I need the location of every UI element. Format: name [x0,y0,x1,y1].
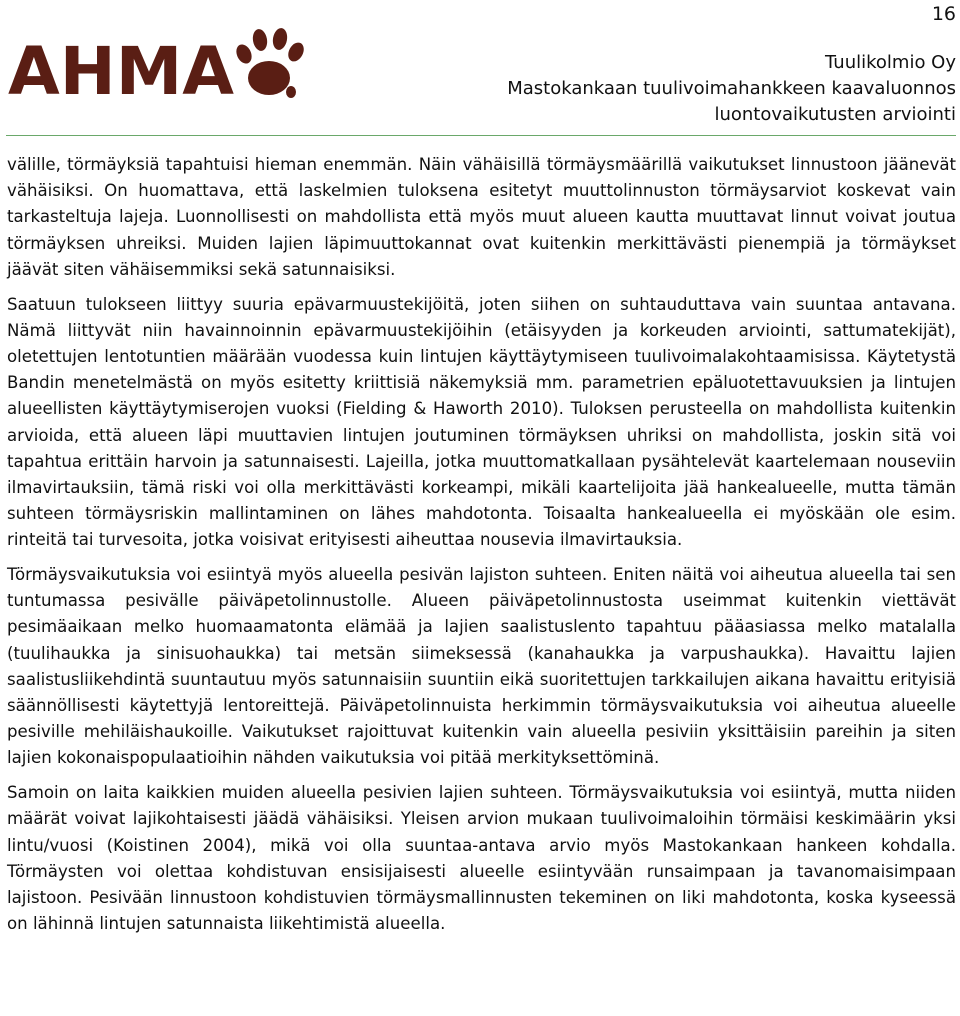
paragraph: välille, törmäyksiä tapahtuisi hieman enemmän. Näin vähäisillä törmäysmäärillä vaikutukset linnustoon jäänevät vähäisiksi. On huomattava, että laskelmien tuloksena esitetyt muuttolinnuston törmäysarviot koskevat vain tarkasteltuja lajeja. Luonnollisesti on mahdollista että myös muut alueen kautta muuttavat linnut voivat joutua törmäyksen uhreiksi. Muiden lajien läpimuuttokannat ovat kuitenkin merkittävästi pienempiä ja törmäykset jäävät siten vähäisemmiksi sekä satunnaisiksi. [7,155,956,279]
paragraph: Saatuun tulokseen liittyy suuria epävarmuustekijöitä, joten siihen on suhtauduttava vain suuntaa antavana. Nämä liittyvät niin havainnoinnin epävarmuustekijöihin (etäisyyden ja korkeuden arviointi, sattumatekijät), oletettujen lentotuntien määrään vuodessa kuin lintujen käyttäytymiseen tuulivoimalakohtaamisissa. Käytetystä Bandin menetelmästä on myös esitetty kriittisiä näkemyksiä mm. parametrien epäluotettavuuksien ja lintujen alueellisten käyttäytymiserojen vuoksi (Fielding & Haworth 2010). Tuloksen perusteella on mahdollista kuitenkin arvioida, että alueen läpi muuttavien lintujen joutuminen törmäyksen uhriksi on mahdollista, joskin sitä voi tapahtua erittäin harvoin ja satunnaisesti. Lajeilla, jotka muuttomatkallaan pysähtelevät kaartelemaan nouseviin ilmavirtauksiin, tämä riski voi olla merkittävästi korkeampi, mikäli kaartelijoita jää hankealueelle, mutta tämän suhteen törmäysriskin mallintaminen on lähes mahdotonta. Toisaalta hankealueella ei myöskään ole esim. rinteitä tai turvesoita, jotka voisivat erityisesti aiheuttaa nousevia ilmavirtauksia. [7,294,956,550]
paragraph: Samoin on laita kaikkien muiden alueella pesivien lajien suhteen. Törmäysvaikutuksia voi esiintyä, mutta niiden määrät voivat lajikohtaisesti jäädä vähäisiksi. Yleisen arvion mukaan tuulivoimaloihin törmäisi keskimäärin yksi lintu/vuosi (Koistinen 2004), mikä voi olla suuntaa-antava arvio myös Mastokankaan hankeen kohdalla. Törmäysten voi olettaa kohdistuvan ensisijaisesti alueelle esiintyvään runsaimpaan ja tavanomaisimpaan lajistoon. Pesivään linnustoon kohdistuvien törmäysmallinnusten tekeminen on liki mahdotonta, koska kyseessä on lähinnä lintujen satunnaista liikehtimistä alueella. [7,783,956,934]
logo-wordmark: AHMA [8,33,234,102]
header-company: Tuulikolmio Oy [825,52,956,73]
paw-print-icon [233,27,306,98]
header-project: Mastokankaan tuulivoimahankkeen kaavaluonnos [507,78,956,99]
body-text [7,152,956,946]
paragraph: Törmäysvaikutuksia voi esiintyä myös alueella pesivän lajiston suhteen. Eniten näitä voi aiheutua alueella tai sen tuntumassa pesivälle päiväpetolinnustolle. Alueen päiväpetolinnustosta useimmat kuitenkin viettävät pesimäaikaan melko huomaamatonta elämää ja lajien saalistuslento tapahtuu pääasiassa melko matalalla (tuulihaukka ja sinisuohaukka) tai metsän siimeksessä (kanahaukka ja varpushaukka). Havaittu lajien saalistusliikehdintä suuntautuu myös satunnaisiin suuntiin eikä suoritettujen tarkkailujen aikana havaittu erityisiä säännöllisesti käytettyjä lentoreittejä. Päiväpetolinnuista herkimmin törmäysvaikutuksia voi aiheutua alueelle pesiville mehiläishaukoille. Vaikutukset rajoittuvat kuitenkin vain alueella pesiviin yksittäisiin pareihin ja siten lajien kokonaispopulaatioihin nähden vaikutuksia voi pitää merkityksettöminä. [7,565,956,768]
document-header-info [507,50,956,128]
header-divider [6,135,956,136]
header-subject: luontovaikutusten arviointi [714,104,956,125]
page-number: 16 [931,3,956,25]
company-logo [8,22,308,102]
ahma-logo-graphic [8,22,308,102]
